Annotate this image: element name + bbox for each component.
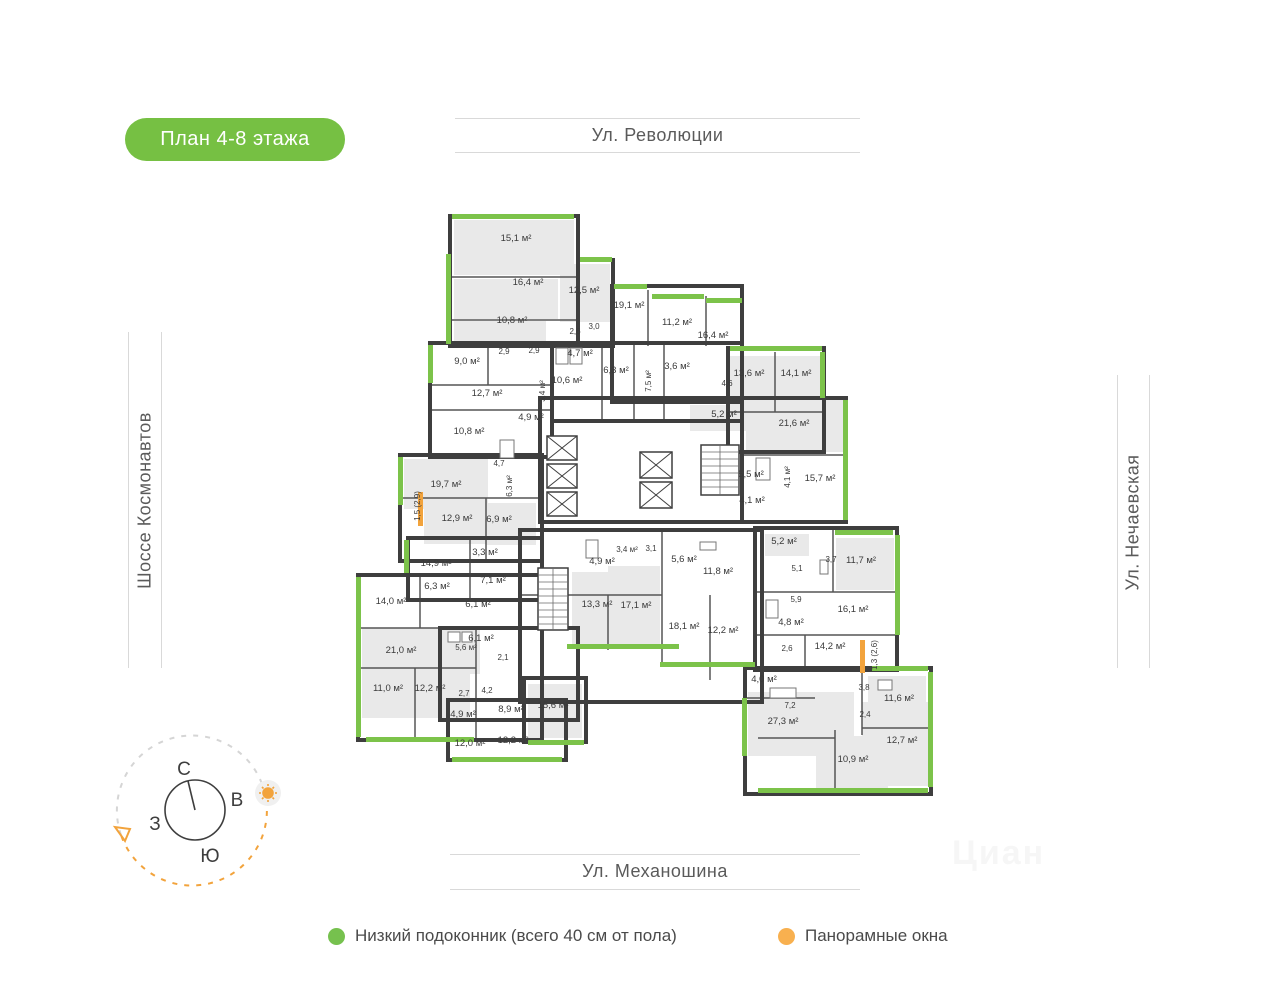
room-area-label: 10,8 м² xyxy=(453,426,485,437)
room-area-label: 3,6 м² xyxy=(664,361,690,372)
compass-needle xyxy=(188,781,195,810)
room-area-label: 1,5 (2,9) xyxy=(413,491,422,521)
room-area-label: 4,9 м² xyxy=(589,556,615,567)
room-area-label: 10,6 м² xyxy=(551,375,583,386)
floor-badge: План 4-8 этажа xyxy=(125,118,345,161)
room-area-label: 15,6 м² xyxy=(537,700,569,711)
compass-arrow xyxy=(115,827,130,841)
room-area-label: 19,7 м² xyxy=(430,479,462,490)
legend-label-panoramic: Панорамные окна xyxy=(805,926,948,945)
room-area-label: 3,4 м² xyxy=(538,380,547,402)
legend-item-panoramic xyxy=(778,926,948,946)
compass-north-label: С xyxy=(177,759,191,780)
room-area-label: 2,9 xyxy=(528,346,540,355)
room-area-label: 3,3 м² xyxy=(472,547,498,558)
room-area-label: 5,6 м² xyxy=(671,554,697,565)
room-area-label: 3,1 xyxy=(645,544,657,553)
room-area-label: 4,1 м² xyxy=(783,466,792,488)
room-area-label: 11,7 м² xyxy=(845,555,877,566)
compass xyxy=(105,725,295,910)
street-label-left: Шоссе Космонавтов xyxy=(134,412,155,589)
room-area-label: 5,5 м² xyxy=(738,469,764,480)
room-area-label: 3,7 xyxy=(825,555,837,564)
compass-east-label: В xyxy=(230,790,244,811)
street-label-right: Ул. Нечаевская xyxy=(1122,454,1143,591)
room-area-label: 12,5 м² xyxy=(568,285,600,296)
compass-south-label: Ю xyxy=(200,846,220,867)
legend-dot-low-sill xyxy=(328,928,345,945)
street-label-top: Ул. Революции xyxy=(591,125,724,145)
room-area-label: 13,3 м² xyxy=(581,599,613,610)
room-area-label: 21,6 м² xyxy=(778,418,810,429)
room-area-label: 2,1 xyxy=(497,653,509,662)
room-area-label: 4,7 м² xyxy=(567,348,593,359)
street-label-bottom: Ул. Механошина xyxy=(582,861,728,881)
room-area-label: 16,4 м² xyxy=(697,330,729,341)
room-area-label: 12,2 м² xyxy=(707,625,739,636)
room-area-label: 13,6 м² xyxy=(733,368,765,379)
room-area-label: 2,6 xyxy=(569,327,581,336)
compass-west-label: З xyxy=(149,814,161,835)
room-area-label: 15,1 м² xyxy=(500,233,532,244)
room-area-label: 4,9 м² xyxy=(518,412,544,423)
compass-dashed-arc-gray xyxy=(117,736,266,835)
room-area-label: 5,9 xyxy=(790,595,802,604)
room-area-label: 2,4 xyxy=(859,710,871,719)
room-area-label: 4,0 м² xyxy=(751,674,777,685)
compass-dashed-arc-orange xyxy=(121,799,267,886)
room-area-label: 4,6 xyxy=(721,379,733,388)
room-area-label: 11,0 м² xyxy=(372,683,404,694)
room-area-label: 4,1 м² xyxy=(739,495,765,506)
room-area-label: 6,3 м² xyxy=(505,475,514,497)
room-area-label: 16,1 м² xyxy=(837,604,869,615)
room-area-label: 6,1 м² xyxy=(465,599,491,610)
room-area-label: 5,2 м² xyxy=(771,536,797,547)
room-area-label: 12,2 м² xyxy=(497,735,529,746)
room-area-label: 5,2 м² xyxy=(711,409,737,420)
room-area-label: 14,2 м² xyxy=(814,641,846,652)
room-area-label: 15,7 м² xyxy=(804,473,836,484)
room-area-label: 5,1 xyxy=(791,564,803,573)
room-area-label: 21,0 м² xyxy=(385,645,417,656)
room-area-label: 1,3 (2,6) xyxy=(870,640,879,670)
room-area-label: 4,7 xyxy=(493,459,505,468)
room-area-label: 2,6 xyxy=(781,644,793,653)
room-area-label: 14,9 м² xyxy=(420,558,452,569)
room-area-label: 19,1 м² xyxy=(613,300,645,311)
room-area-label: 6,3 м² xyxy=(424,581,450,592)
room-area-label: 6,3 м² xyxy=(603,365,629,376)
watermark: Циан xyxy=(952,834,1046,872)
room-area-label: 11,6 м² xyxy=(883,693,915,704)
room-area-label: 4,9 м² xyxy=(450,709,476,720)
room-area-label: 6,9 м² xyxy=(486,514,512,525)
room-area-label: 10,9 м² xyxy=(837,754,869,765)
room-area-label: 14,0 м² xyxy=(375,596,407,607)
room-area-label: 12,7 м² xyxy=(886,735,918,746)
legend-item-low-sill xyxy=(328,926,677,946)
room-area-label: 12,0 м² xyxy=(454,738,486,749)
room-area-label: 4,8 м² xyxy=(778,617,804,628)
room-area-label: 8,9 м² xyxy=(498,704,524,715)
room-area-label: 2,7 xyxy=(458,689,470,698)
room-area-label: 17,1 м² xyxy=(620,600,652,611)
room-area-label: 3,4 м² xyxy=(616,545,638,554)
room-area-label: 18,1 м² xyxy=(668,621,700,632)
room-area-label: 7,2 xyxy=(784,701,796,710)
room-area-label: 11,8 м² xyxy=(702,566,734,577)
room-area-label: 11,2 м² xyxy=(661,317,693,328)
room-area-label: 7,1 м² xyxy=(480,575,506,586)
room-area-label: 27,3 м² xyxy=(767,716,799,727)
room-area-label: 9,0 м² xyxy=(454,356,480,367)
room-area-label: 6,1 м² xyxy=(468,633,494,644)
room-area-label: 10,8 м² xyxy=(496,315,528,326)
room-area-label: 3,0 xyxy=(588,322,600,331)
legend-label-low-sill: Низкий подоконник (всего 40 см от пола) xyxy=(355,926,677,945)
room-area-label: 4,2 xyxy=(481,686,493,695)
room-area-label: 14,1 м² xyxy=(780,368,812,379)
room-area-label: 12,2 м² xyxy=(414,683,446,694)
room-area-label: 16,4 м² xyxy=(512,277,544,288)
room-area-label: 7,5 м² xyxy=(644,370,653,392)
room-area-label: 5,6 м² xyxy=(455,643,477,652)
legend xyxy=(0,926,1280,954)
room-area-label: 3,8 xyxy=(858,683,870,692)
room-area-label: 12,9 м² xyxy=(441,513,473,524)
room-area-label: 12,7 м² xyxy=(471,388,503,399)
legend-dot-panoramic xyxy=(778,928,795,945)
room-area-label: 2,9 xyxy=(498,347,510,356)
